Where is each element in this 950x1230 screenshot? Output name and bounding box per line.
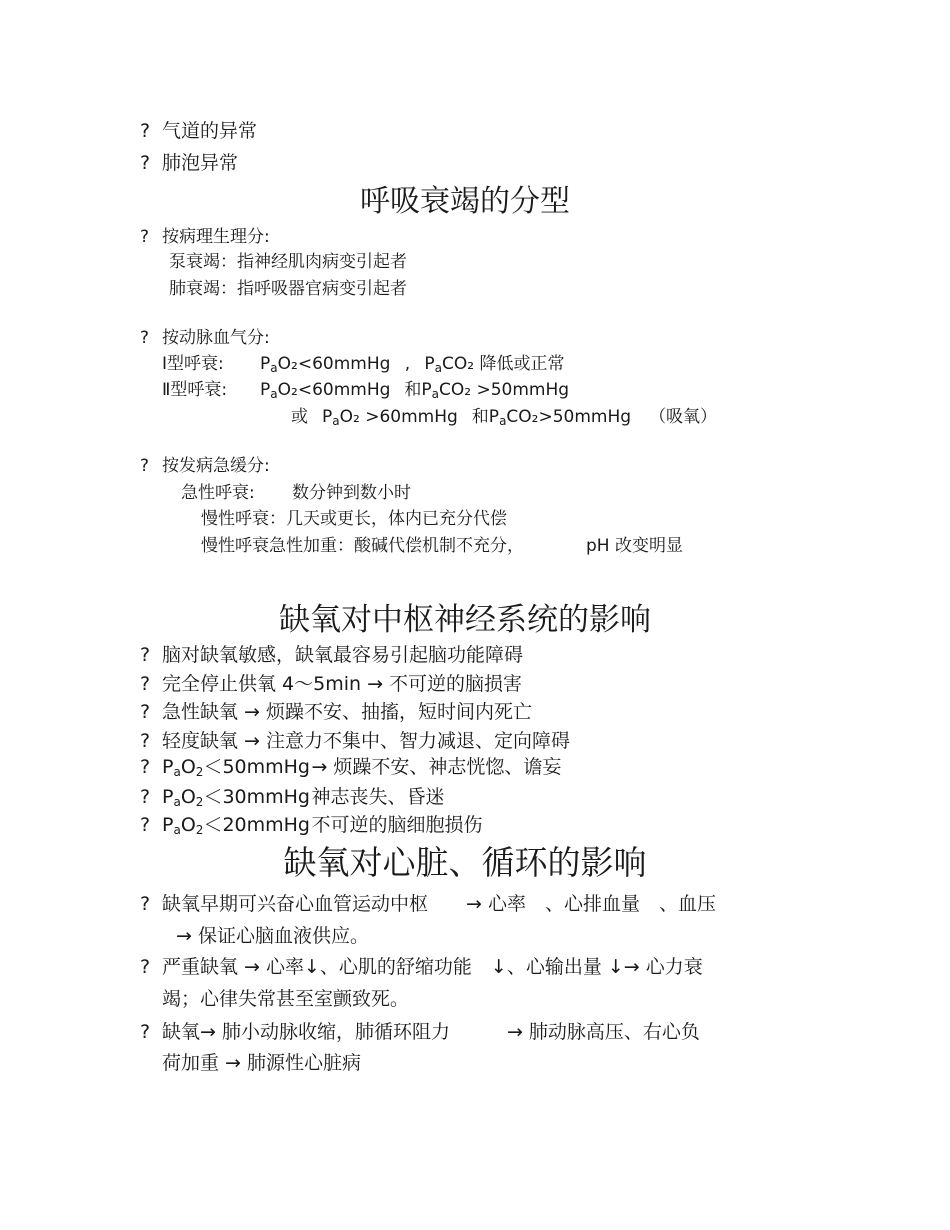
bullet-mark: ? — [140, 814, 151, 836]
subscript: a — [173, 823, 181, 837]
pao2-effect: 神志丧失、昏迷 — [311, 786, 445, 808]
bullet-mark: ? — [140, 673, 151, 695]
paco2-value: CO₂ 降低或正常 — [442, 354, 565, 374]
section-title: 缺氧对中枢神经系统的影响 — [279, 602, 651, 638]
type1-line: Ⅰ型呼衰: $P_aO_2<60mmHg$ , $P_aCO_2$ 降低或正常 — [162, 354, 565, 375]
ph-text: pH 改变明显 — [586, 536, 683, 556]
paco2-value: CO₂>50mmHg — [506, 407, 632, 427]
bullet-mark: ? — [140, 120, 151, 142]
paco2-value: CO₂ >50mmHg — [439, 380, 570, 400]
list-item: ? $P_aO_2<30mmHg$神志丧失、昏迷 — [140, 786, 445, 809]
list-item-text: 严重缺氧 → 心率↓、心肌的舒缩功能 ↓、心输出量 ↓→ 心力衰 — [162, 956, 703, 978]
list-item — [140, 955, 703, 979]
chronic-acute-line — [201, 534, 683, 558]
bullet-mark: ? — [140, 644, 151, 666]
list-item — [140, 643, 523, 667]
type1-label: Ⅰ型呼衰: — [162, 354, 224, 374]
acute-line — [181, 481, 411, 505]
and-text: 和P — [471, 407, 500, 427]
list-item — [140, 700, 532, 724]
pao2-effect: → 烦躁不安、神志恍惚、谵妄 — [311, 756, 562, 778]
list-item-continuation: 荷加重 → 肺源性心脏病 — [162, 1052, 361, 1074]
acute-label: 急性呼衰: — [181, 483, 255, 503]
subscript: a — [332, 414, 340, 428]
list-item — [140, 326, 270, 350]
list-item-text: 缺氧早期可兴奋心血管运动中枢 → 心率 、心排血量 、血压 — [162, 893, 716, 915]
section-title: 呼吸衰竭的分型 — [360, 184, 570, 219]
p-symbol: P — [260, 380, 271, 400]
subscript: a — [173, 795, 181, 809]
subheading: 按发病急缓分: — [162, 456, 270, 476]
list-item — [140, 729, 570, 753]
bullet-mark: ? — [140, 730, 151, 752]
subscript: a — [499, 414, 507, 428]
oxygen-note: （吸氧） — [649, 407, 718, 427]
type2-line — [162, 378, 569, 406]
list-item — [140, 1020, 700, 1044]
pao2-value: O₂<60mmHg — [277, 354, 391, 374]
bullet-mark: ? — [140, 456, 150, 476]
chronic-line: 慢性呼衰：几天或更长，体内已充分代偿 — [201, 509, 507, 529]
bullet-mark: ? — [140, 956, 151, 978]
list-item-text: 脑对缺氧敏感，缺氧最容易引起脑功能障碍 — [162, 644, 524, 666]
and-text: 和P — [404, 380, 432, 400]
list-item-continuation: → 保证心脑血液供应。 — [176, 925, 369, 947]
list-item-text: 缺氧→ 肺小动脉收缩，肺循环阻力 → 肺动脉高压、右心负 — [162, 1021, 700, 1043]
section-title: 缺氧对心脏、循环的影响 — [283, 843, 647, 882]
list-item-continuation: 竭；心律失常甚至室颤致死。 — [162, 988, 410, 1010]
bullet-mark: ? — [140, 701, 151, 723]
list-item-text: 肺泡异常 — [162, 152, 239, 174]
pump-failure-line: 泵衰竭：指神经肌肉病变引起者 — [169, 252, 407, 272]
bullet-mark: ? — [140, 328, 150, 348]
list-item — [140, 454, 270, 478]
list-item-text: 完全停止供氧 4～5min → 不可逆的脑损害 — [162, 673, 523, 695]
p-symbol: P — [322, 407, 333, 427]
p-symbol: P — [162, 786, 174, 808]
pao2-effect: 不可逆的脑细胞损伤 — [311, 814, 483, 836]
subscript: a — [173, 765, 181, 779]
chronic-acute-text: 慢性呼衰急性加重：酸碱代偿机制不充分， — [201, 536, 524, 556]
pao2-threshold: ＜30mmHg — [203, 786, 310, 808]
list-item: ? $P_aO_2<20mmHg$不可逆的脑细胞损伤 — [140, 814, 483, 837]
lung-failure-line: 肺衰竭：指呼吸器官病变引起者 — [169, 279, 407, 299]
subheading: 按病理生理分: — [162, 227, 270, 247]
p-symbol: P — [260, 354, 271, 374]
bullet-mark: ? — [140, 227, 150, 247]
list-item — [140, 225, 270, 249]
subscript: a — [270, 387, 278, 401]
list-item — [140, 672, 522, 696]
pao2-threshold: ＜50mmHg — [203, 756, 310, 778]
subheading: 按动脉血气分: — [162, 328, 270, 348]
list-item — [140, 119, 257, 143]
p-symbol: P — [424, 354, 435, 374]
pao2-value: O₂ >60mmHg — [339, 407, 458, 427]
type2-oxygen-line — [291, 405, 717, 433]
list-item-text: 急性缺氧 → 烦躁不安、抽搐，短时间内死亡 — [162, 701, 533, 723]
list-item — [140, 892, 716, 916]
p-symbol: P — [162, 814, 174, 836]
bullet-mark: ? — [140, 152, 151, 174]
bullet-mark: ? — [140, 786, 151, 808]
subscript: a — [431, 387, 440, 401]
or-text: 或 — [291, 407, 308, 427]
subscript: a — [270, 361, 278, 375]
bullet-mark: ? — [140, 756, 151, 778]
pao2-value: O₂<60mmHg — [277, 380, 391, 400]
list-item-text: 轻度缺氧 → 注意力不集中、智力减退、定向障碍 — [162, 730, 571, 752]
list-item — [140, 151, 238, 175]
list-item-text: 气道的异常 — [162, 120, 258, 142]
list-item: ? $P_aO_2<50mmHg\to$ 烦躁不安、神志恍惚、谵妄 — [140, 756, 562, 779]
pao2-threshold: ＜20mmHg — [203, 814, 310, 836]
p-symbol: P — [162, 756, 174, 778]
type2-label: Ⅱ型呼衰: — [162, 380, 228, 400]
subscript: a — [434, 361, 443, 375]
bullet-mark: ? — [140, 1021, 151, 1043]
acute-desc: 数分钟到数小时 — [292, 483, 411, 503]
bullet-mark: ? — [140, 893, 151, 915]
